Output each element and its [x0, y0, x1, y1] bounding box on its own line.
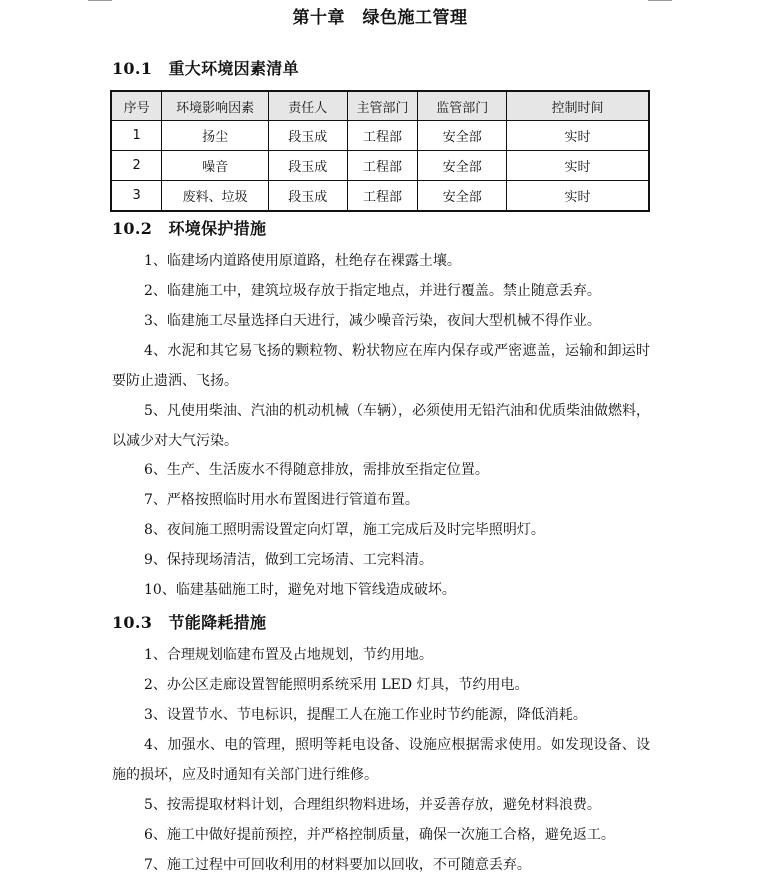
table-cell: 段玉成 [268, 151, 347, 181]
list-item: 2、办公区走廊设置智能照明系统采用 LED 灯具，节约用电。 [144, 677, 529, 693]
list-item: 8、夜间施工照明需设置定向灯罩，施工完成后及时完毕照明灯。 [144, 522, 545, 538]
list-item: 10、临建基础施工时，避免对地下管线造成破坏。 [144, 582, 456, 598]
column-header: 主管部门 [347, 91, 418, 121]
column-header: 环境影响因素 [162, 91, 269, 121]
table-cell: 工程部 [347, 121, 418, 151]
table-cell: 安全部 [418, 121, 507, 151]
list-item: 7、施工过程中可回收利用的材料要加以回收，不可随意丢弃。 [144, 857, 531, 873]
table-cell: 安全部 [418, 151, 507, 181]
column-header: 监管部门 [418, 91, 507, 121]
section-heading-environmental-protection: 10.2 环境保护措施 [112, 219, 267, 238]
table-row [111, 121, 649, 151]
table-cell: 段玉成 [268, 121, 347, 151]
table-cell: 废料、垃圾 [162, 181, 269, 212]
list-item: 3、设置节水、节电标识，提醒工人在施工作业时节约能源，降低消耗。 [144, 707, 587, 723]
list-item: 6、施工中做好提前预控，并严格控制质量，确保一次施工合格，避免返工。 [144, 827, 615, 843]
column-header: 序号 [111, 91, 162, 121]
list-item: 1、合理规划临建布置及占地规划，节约用地。 [144, 647, 433, 663]
table-cell: 1 [111, 121, 162, 151]
table-cell: 工程部 [347, 151, 418, 181]
table-cell: 实时 [507, 181, 649, 212]
table-cell: 安全部 [418, 181, 507, 212]
section-heading-environment-factors: 10.1 重大环境因素清单 [112, 59, 299, 78]
table-cell: 噪音 [162, 151, 269, 181]
list-item: 1、临建场内道路使用原道路，杜绝存在裸露土壤。 [144, 253, 461, 269]
chapter-title: 第十章 绿色施工管理 [292, 8, 468, 28]
table-row [111, 181, 649, 212]
table-header-row [111, 91, 649, 121]
list-item: 4、水泥和其它易飞扬的颗粒物、粉状物应在库内保存或严密遮盖，运输和卸运时要防止遗洒、飞扬。 [112, 343, 650, 389]
list-item: 7、严格按照临时用水布置图进行管道布置。 [144, 492, 419, 508]
header-rule-left [88, 0, 112, 1]
list-item: 2、临建施工中，建筑垃圾存放于指定地点，并进行覆盖。禁止随意丢弃。 [144, 283, 601, 299]
table-cell: 扬尘 [162, 121, 269, 151]
table-cell: 2 [111, 151, 162, 181]
column-header: 控制时间 [507, 91, 649, 121]
list-item: 4、加强水、电的管理，照明等耗电设备、设施应根据需求使用。如发现设备、设施的损坏，应及时通知有关部门进行维修。 [112, 737, 650, 783]
table-cell: 实时 [507, 121, 649, 151]
list-item: 3、临建施工尽量选择白天进行，减少噪音污染，夜间大型机械不得作业。 [144, 313, 601, 329]
table-cell: 工程部 [347, 181, 418, 212]
table-row [111, 151, 649, 181]
environment-factors-table [110, 90, 650, 212]
list-item: 5、凡使用柴油、汽油的机动机械（车辆），必须使用无铅汽油和优质柴油做燃料，以减少对大气污染。 [112, 403, 650, 449]
header-rule-right [648, 0, 672, 1]
list-item: 9、保持现场清洁，做到工完场清、工完料清。 [144, 552, 433, 568]
column-header: 责任人 [268, 91, 347, 121]
list-item: 6、生产、生活废水不得随意排放，需排放至指定位置。 [144, 462, 489, 478]
table-cell: 段玉成 [268, 181, 347, 212]
table-cell: 3 [111, 181, 162, 212]
table-cell: 实时 [507, 151, 649, 181]
section-heading-energy-saving: 10.3 节能降耗措施 [112, 613, 267, 632]
list-item: 5、按需提取材料计划，合理组织物料进场，并妥善存放，避免材料浪费。 [144, 797, 601, 813]
